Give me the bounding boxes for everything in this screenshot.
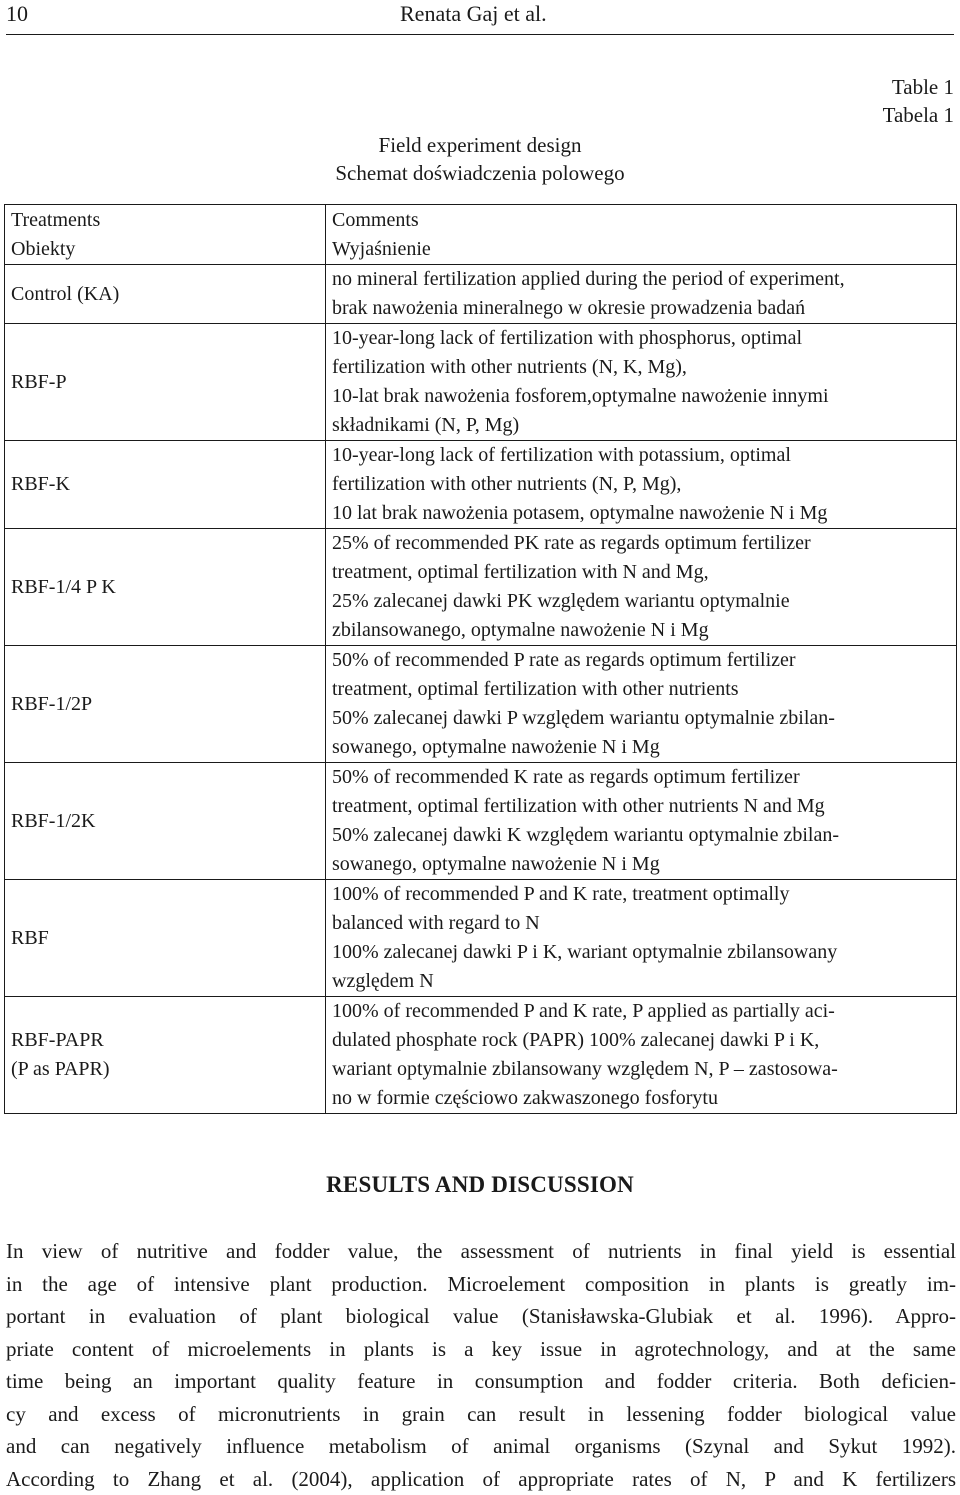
treatment-cell bbox=[5, 646, 326, 763]
table-caption-en: Field experiment design bbox=[0, 133, 960, 158]
comment-line: 100% zalecanej dawki P i K, wariant optymalnie zbilansowany bbox=[332, 938, 952, 967]
body-line: time being an important quality feature in consumption and fodder criteria. Both deficien- bbox=[6, 1365, 956, 1398]
comment-cell bbox=[326, 646, 957, 763]
comment-line: 25% zalecanej dawki PK względem wariantu optymalnie bbox=[332, 587, 952, 616]
comment-line: fertilization with other nutrients (N, P, Mg), bbox=[332, 470, 952, 499]
comment-line: 50% zalecanej dawki K względem wariantu optymalnie zbilan- bbox=[332, 821, 952, 850]
comment-line: fertilization with other nutrients (N, K, Mg), bbox=[332, 353, 952, 382]
comment-line: balanced with regard to N bbox=[332, 909, 952, 938]
body-line: In view of nutritive and fodder value, the assessment of nutrients in final yield is essential bbox=[6, 1235, 956, 1268]
comment-line: treatment, optimal fertilization with other nutrients bbox=[332, 675, 952, 704]
comment-line: no mineral fertilization applied during the period of experiment, bbox=[332, 265, 952, 294]
treatment-label: Control (KA) bbox=[11, 280, 321, 309]
body-line: cy and excess of micronutrients in grain can result in lessening fodder biological value bbox=[6, 1398, 956, 1431]
comment-cell bbox=[326, 441, 957, 529]
comment-line: brak nawożenia mineralnego w okresie prowadzenia badań bbox=[332, 294, 952, 323]
treatment-label: RBF-PAPR bbox=[11, 1026, 321, 1055]
comment-cell bbox=[326, 265, 957, 324]
treatments-header-pl: Obiekty bbox=[11, 235, 321, 264]
treatment-label: RBF-P bbox=[11, 368, 321, 397]
treatment-cell bbox=[5, 265, 326, 324]
treatment-cell bbox=[5, 441, 326, 529]
comment-line: dulated phosphate rock (PAPR) 100% zalecanej dawki P i K, bbox=[332, 1026, 952, 1055]
header-rule bbox=[6, 34, 954, 35]
table-row bbox=[5, 763, 957, 880]
section-heading: RESULTS AND DISCUSSION bbox=[0, 1172, 960, 1198]
treatment-label: RBF-1/2P bbox=[11, 690, 321, 719]
table-row bbox=[5, 646, 957, 763]
comment-line: zbilansowanego, optymalne nawożenie N i Mg bbox=[332, 616, 952, 645]
comment-line: 10-lat brak nawożenia fosforem,optymalne nawożenie innymi bbox=[332, 382, 952, 411]
comment-line: sowanego, optymalne nawożenie N i Mg bbox=[332, 850, 952, 879]
table-row bbox=[5, 324, 957, 441]
treatment-cell bbox=[5, 529, 326, 646]
experiment-design-table bbox=[4, 204, 957, 1114]
comment-line: 50% of recommended P rate as regards optimum fertilizer bbox=[332, 646, 952, 675]
body-line: According to Zhang et al. (2004), application of appropriate rates of N, P and K fertilizers bbox=[6, 1463, 956, 1495]
comments-header-pl: Wyjaśnienie bbox=[332, 235, 952, 264]
table-body bbox=[5, 265, 957, 1114]
comment-cell bbox=[326, 880, 957, 997]
treatment-cell bbox=[5, 880, 326, 997]
table-label-pl: Tabela 1 bbox=[883, 103, 954, 128]
table-row bbox=[5, 441, 957, 529]
treatments-header bbox=[5, 205, 326, 265]
comments-header-en: Comments bbox=[332, 206, 952, 235]
treatment-label: RBF-1/4 P K bbox=[11, 573, 321, 602]
table-caption-pl: Schemat doświadczenia polowego bbox=[0, 161, 960, 186]
body-line: priate content of microelements in plants is a key issue in agrotechnology, and at the same bbox=[6, 1333, 956, 1366]
treatment-label: RBF bbox=[11, 924, 321, 953]
comment-line: treatment, optimal fertilization with N and Mg, bbox=[332, 558, 952, 587]
body-line: in the age of intensive plant production. Microelement composition in plants is greatly im- bbox=[6, 1268, 956, 1301]
comment-line: 100% of recommended P and K rate, treatment optimally bbox=[332, 880, 952, 909]
comment-line: 50% zalecanej dawki P względem wariantu optymalnie zbilan- bbox=[332, 704, 952, 733]
comment-cell bbox=[326, 997, 957, 1114]
comment-line: 100% of recommended P and K rate, P applied as partially aci- bbox=[332, 997, 952, 1026]
table-row bbox=[5, 880, 957, 997]
comment-line: treatment, optimal fertilization with other nutrients N and Mg bbox=[332, 792, 952, 821]
comment-cell bbox=[326, 324, 957, 441]
comment-line: względem N bbox=[332, 967, 952, 996]
table-row bbox=[5, 997, 957, 1114]
treatments-header-en: Treatments bbox=[11, 206, 321, 235]
table-row bbox=[5, 265, 957, 324]
comment-line: 50% of recommended K rate as regards optimum fertilizer bbox=[332, 763, 952, 792]
comment-line: sowanego, optymalne nawożenie N i Mg bbox=[332, 733, 952, 762]
page-header bbox=[0, 0, 960, 30]
table-row bbox=[5, 529, 957, 646]
treatment-label: (P as PAPR) bbox=[11, 1055, 321, 1084]
comment-line: wariant optymalnie zbilansowany względem N, P – zastosowa- bbox=[332, 1055, 952, 1084]
comment-line: 25% of recommended PK rate as regards optimum fertilizer bbox=[332, 529, 952, 558]
treatment-cell bbox=[5, 324, 326, 441]
treatment-cell bbox=[5, 763, 326, 880]
comment-line: 10-year-long lack of fertilization with potassium, optimal bbox=[332, 441, 952, 470]
comment-cell bbox=[326, 529, 957, 646]
comment-line: no w formie częściowo zakwaszonego fosforytu bbox=[332, 1084, 952, 1113]
body-paragraph bbox=[6, 1235, 956, 1495]
running-title: Renata Gaj et al. bbox=[400, 1, 547, 27]
comment-cell bbox=[326, 763, 957, 880]
treatment-cell bbox=[5, 997, 326, 1114]
table-header-row bbox=[5, 205, 957, 265]
page-number: 10 bbox=[6, 1, 28, 27]
comment-line: składnikami (N, P, Mg) bbox=[332, 411, 952, 440]
comments-header bbox=[326, 205, 957, 265]
table-label-en: Table 1 bbox=[892, 75, 954, 100]
treatment-label: RBF-K bbox=[11, 470, 321, 499]
treatment-label: RBF-1/2K bbox=[11, 807, 321, 836]
body-line: and can negatively influence metabolism of animal organisms (Szynal and Sykut 1992). bbox=[6, 1430, 956, 1463]
comment-line: 10-year-long lack of fertilization with phosphorus, optimal bbox=[332, 324, 952, 353]
comment-line: 10 lat brak nawożenia potasem, optymalne nawożenie N i Mg bbox=[332, 499, 952, 528]
body-line: portant in evaluation of plant biological value (Stanisławska-Glubiak et al. 1996). Appro- bbox=[6, 1300, 956, 1333]
